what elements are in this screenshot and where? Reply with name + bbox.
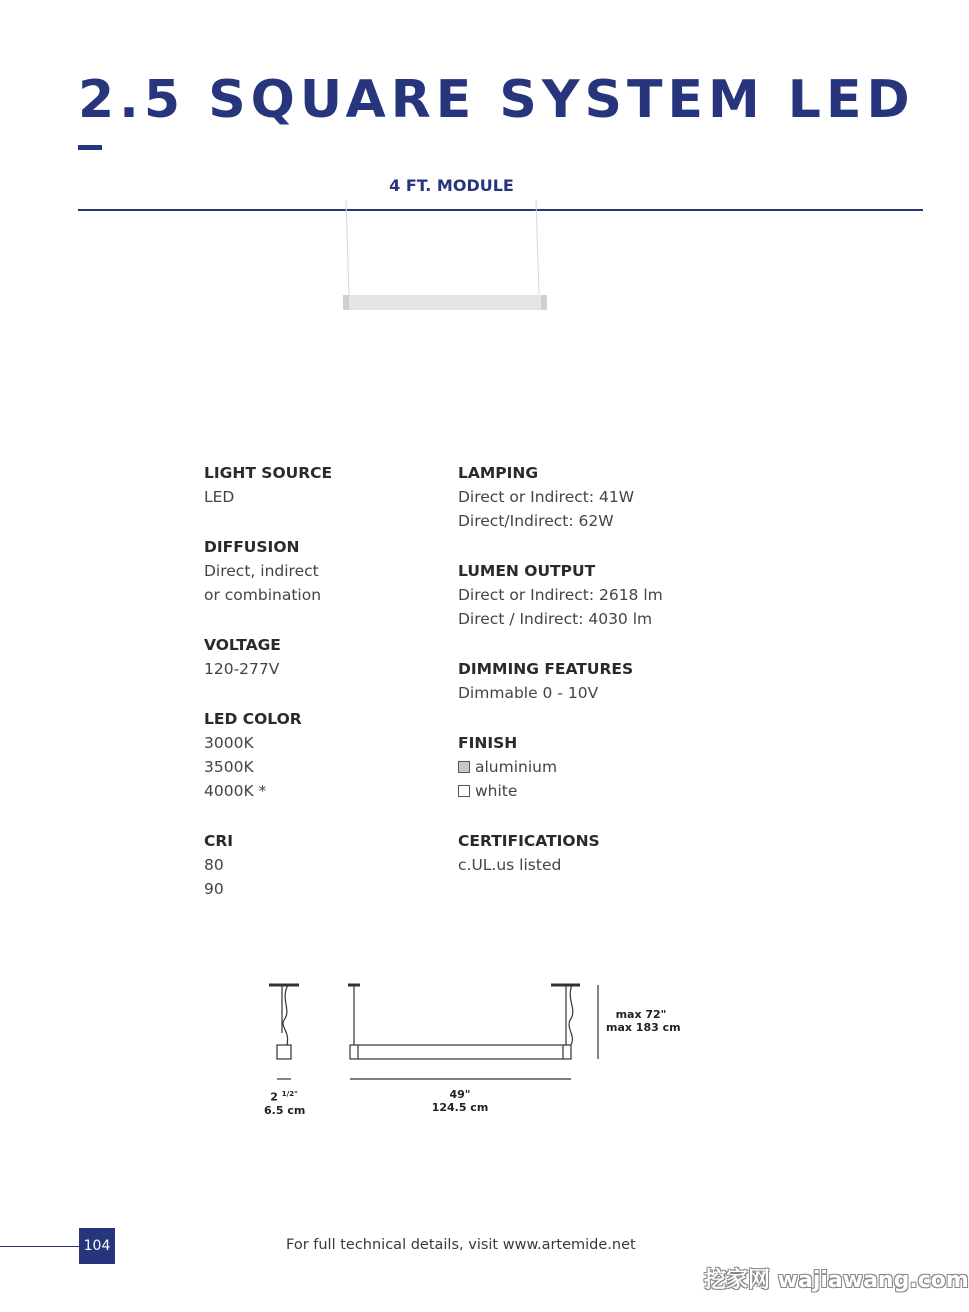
title-accent-dash [78,145,102,150]
spec-certifications: CERTIFICATIONS c.UL.us listed [458,832,600,874]
footer-rule [0,1246,80,1247]
spec-led-color: LED COLOR 3000K 3500K 4000K * [204,710,302,800]
specs-right-column [458,461,758,903]
spec-dimming: DIMMING FEATURES Dimmable 0 - 10V [458,660,634,702]
depth-dimension-label: 2 $^{1/2"}$ 6.5 cm [264,1090,306,1117]
footer-note: For full technical details, visit www.artemide.net [286,1237,636,1253]
page-title: 2.5 SQUARE SYSTEM LED [78,70,915,130]
spec-finish: FINISH aluminium white [458,731,758,803]
spec-cri: CRI 80 90 [204,832,234,898]
aluminium-swatch [458,761,470,773]
dimension-drawing [250,975,690,1125]
spec-diffusion: DIFFUSION Direct, indirect or combination [204,538,322,604]
white-swatch [458,785,470,797]
spec-light-source: LIGHT SOURCE LED [204,464,333,506]
spec-lumen-output: LUMEN OUTPUT Direct or Indirect: 2618 lm Direct / Indirect: 4030 lm [458,562,663,628]
finish-option-aluminium: aluminium [458,755,758,779]
lamp-product-image [340,200,550,316]
watermark: 挖家网 wajiawang.com [704,1268,969,1293]
module-subtitle: 4 FT. MODULE [389,176,514,195]
finish-option-white: white [458,779,758,803]
spec-voltage: VOLTAGE 120-277V [204,636,281,678]
height-dimension-label: max 72" max 183 cm [606,1008,681,1034]
spec-lamping: LAMPING Direct or Indirect: 41W Direct/Indirect: 62W [458,464,635,530]
page-number: 104 [79,1228,115,1264]
length-dimension-label: 49" 124.5 cm [431,1088,489,1114]
specs-left-column [204,461,444,927]
